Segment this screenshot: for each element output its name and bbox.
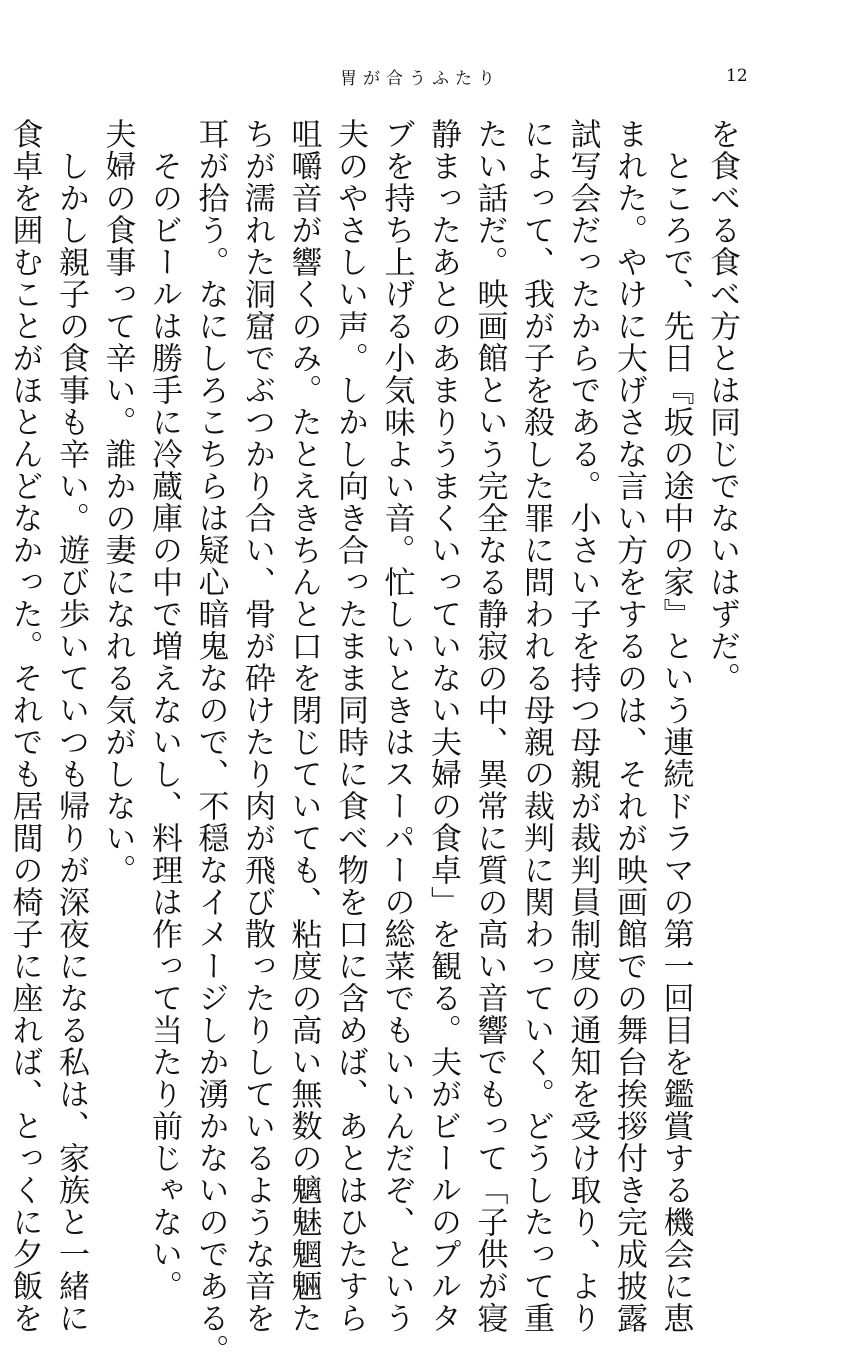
text-line: 咀嚼音が響くのみ。たとえきちんと口を閉じていても、粘度の高い無数の魑魅魍魎た: [285, 118, 322, 1334]
running-header-title: 胃が合うふたり: [340, 69, 501, 89]
text-line: たい話だ。映画館という完全なる静寂の中、異常に質の高い音響でもって「子供が寝: [471, 118, 508, 1334]
body-text: [6, 118, 745, 1366]
text-line: ちが濡れた洞窟でぶつかり合い、骨が砕けたり肉が飛び散ったりしているような音を: [239, 118, 275, 1334]
text-line: まれた。やけに大げさな言い方をするのは、それが映画館での舞台挨拶付き完成披露: [611, 118, 647, 1334]
text-line: ブを持ち上げる小気味よい音。忙しいときはスーパーの総菜でもいいんだぞ、という: [378, 118, 415, 1334]
text-line: によって、我が子を殺した罪に問われる母親の裁判に関わっていく。どうしたって重: [518, 118, 554, 1334]
text-line: 静まったあとのあまりうまくいっていない夫婦の食卓」を観る。夫がビールのプルタ: [425, 118, 461, 1334]
text-line: そのビールは勝手に冷蔵庫の中で増えないし、料理は作って当たり前じゃない。: [146, 118, 182, 1302]
text-line: 夫婦の食事って辛い。誰かの妻になれる気がしない。: [99, 118, 136, 886]
text-line: しかし親子の食事も辛い。遊び歩いていつも帰りが深夜になる私は、家族と一緒に: [53, 118, 89, 1334]
text-line: を食べる食べ方とは同じでないはずだ。: [704, 118, 740, 694]
text-line: 夫のやさしい声。しかし向き合ったまま同時に食べ物を口に含めば、あとはひたすら: [332, 118, 368, 1334]
text-line: 食卓を囲むことがほとんどなかった。それでも居間の椅子に座れば、とっくに夕飯を: [6, 118, 43, 1334]
page-number: 12: [726, 66, 748, 86]
text-line: 試写会だったからである。小さい子を持つ母親が裁判員制度の通知を受け取り、より: [564, 118, 601, 1334]
text-line: ところで、先日『坂の途中の家』という連続ドラマの第一回目を鑑賞する機会に恵: [657, 118, 694, 1334]
text-line: 耳が拾う。なにしろこちらは疑心暗鬼なので、不穏なイメージしか湧かないのである。: [192, 118, 229, 1366]
